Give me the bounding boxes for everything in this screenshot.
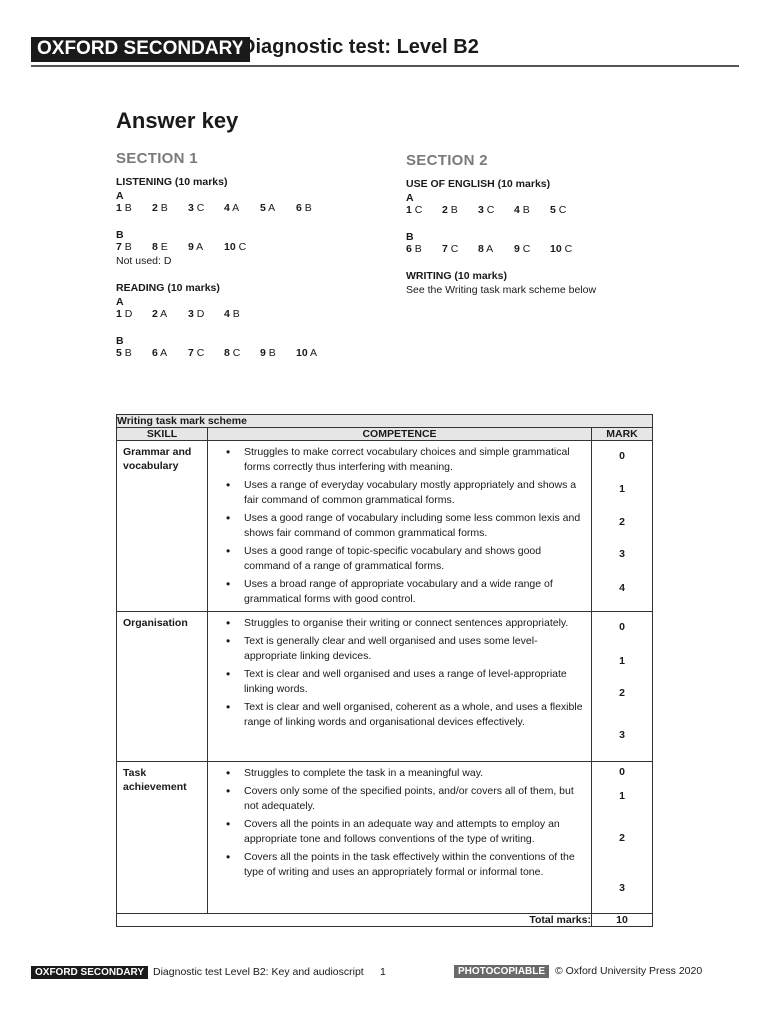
marks-cell [592, 612, 653, 762]
reading-label: READING (10 marks) [116, 282, 220, 294]
brand-logo: OXFORD SECONDARY [31, 37, 250, 62]
answer-number: 3 [188, 202, 194, 214]
footer-right [454, 965, 702, 977]
skill-name: Grammar and vocabulary [117, 441, 208, 612]
answer-letter: C [555, 204, 567, 216]
answer-letter: A [157, 347, 168, 359]
answer-number: 4 [224, 202, 230, 214]
answer-number: 8 [152, 241, 158, 253]
answer-letter: C [235, 241, 247, 253]
answer-item [260, 347, 296, 359]
answer-item [188, 241, 224, 253]
page-title: Answer key [116, 108, 239, 133]
writing-label: WRITING (10 marks) [406, 270, 507, 282]
answer-number: 2 [152, 202, 158, 214]
mark-value: 3 [619, 729, 625, 741]
answer-letter: A [229, 202, 240, 214]
answer-item [224, 308, 260, 320]
answer-number: 5 [116, 347, 122, 359]
answer-item [116, 308, 152, 320]
answer-letter: B [121, 347, 132, 359]
answer-item [224, 347, 260, 359]
list-item: • Covers all the points in an adequate way and attempts to employ an appropriate tone and follows conventions of the type of writing. [226, 817, 585, 847]
answer-item [514, 204, 550, 216]
list-item: • Text is generally clear and well organised and uses some level-appropriate linking devices. [226, 634, 585, 664]
answer-letter: C [229, 347, 241, 359]
answer-item [224, 241, 269, 253]
list-item: • Covers all the points in the task effectively within the conventions of the type of writing and uses an appropriately formal or informal tone. [226, 850, 585, 880]
total-value: 10 [592, 914, 653, 927]
skill-name: Organisation [117, 612, 208, 762]
answer-number: 8 [478, 243, 484, 255]
page-number: 1 [380, 966, 386, 978]
col-skill: SKILL [117, 428, 208, 441]
answer-item [478, 204, 514, 216]
col-mark: MARK [592, 428, 653, 441]
uoe-b-answers [406, 243, 706, 255]
answer-item [116, 241, 152, 253]
answer-item [116, 347, 152, 359]
answer-letter: E [157, 241, 168, 253]
col-competence: COMPETENCE [208, 428, 592, 441]
listening-b-answers [116, 241, 386, 253]
use-of-english-label: USE OF ENGLISH (10 marks) [406, 178, 551, 190]
reading-b-answers [116, 347, 386, 359]
mark-value: 0 [619, 621, 625, 633]
answer-letter: C [193, 202, 205, 214]
list-item: • Uses a broad range of appropriate vocabulary and a wide range of grammatical forms with good control. [226, 577, 585, 607]
section-2 [406, 152, 706, 296]
answer-number: 4 [224, 308, 230, 320]
answer-item [514, 243, 550, 255]
answer-letter: C [447, 243, 459, 255]
answer-item [442, 204, 478, 216]
uoe-a-answers [406, 204, 706, 216]
answer-number: 3 [188, 308, 194, 320]
answer-item [406, 204, 442, 216]
answer-item [116, 202, 152, 214]
competence-cell [208, 762, 592, 914]
mark-value: 1 [619, 790, 625, 802]
mark-value: 1 [619, 655, 625, 667]
answer-item [478, 243, 514, 255]
answer-number: 5 [550, 204, 556, 216]
reading-a-label: A [116, 296, 124, 308]
list-item: • Struggles to make correct vocabulary choices and simple grammatical forms correctly thus interfering with meaning. [226, 445, 585, 475]
answer-letter: B [301, 202, 312, 214]
mark-value: 2 [619, 687, 625, 699]
answer-letter: B [121, 241, 132, 253]
answer-letter: A [265, 202, 276, 214]
answer-number: 5 [260, 202, 266, 214]
list-item: • Uses a range of everyday vocabulary mostly appropriately and shows a fair command of common grammatical forms. [226, 478, 585, 508]
photocopiable-badge: PHOTOCOPIABLE [454, 965, 549, 978]
answer-number: 6 [296, 202, 302, 214]
answer-item [152, 308, 188, 320]
list-item: • Struggles to organise their writing or connect sentences appropriately. [226, 616, 585, 631]
mark-value: 4 [619, 582, 625, 594]
header-rule [31, 65, 739, 67]
answer-letter: B [121, 202, 132, 214]
answer-item [152, 202, 188, 214]
reading-b-label: B [116, 335, 124, 347]
answer-number: 7 [442, 243, 448, 255]
section-1-heading: SECTION 1 [116, 150, 198, 167]
answer-item [188, 202, 224, 214]
section-2-heading: SECTION 2 [406, 152, 488, 169]
total-row [117, 914, 653, 927]
answer-number: 1 [116, 308, 122, 320]
answer-number: 2 [442, 204, 448, 216]
answer-number: 7 [116, 241, 122, 253]
answer-item [550, 204, 586, 216]
list-item: • Covers only some of the specified points, and/or covers all of them, but not adequately. [226, 784, 585, 814]
answer-number: 9 [260, 347, 266, 359]
table-row [117, 441, 653, 612]
answer-number: 8 [224, 347, 230, 359]
answer-item [296, 347, 341, 359]
answer-number: 9 [514, 243, 520, 255]
answer-letter: C [193, 347, 205, 359]
answer-letter: A [157, 308, 168, 320]
list-item: • Struggles to complete the task in a meaningful way. [226, 766, 585, 781]
listening-b-label: B [116, 229, 124, 241]
competence-cell [208, 441, 592, 612]
answer-item [260, 202, 296, 214]
marks-cell [592, 762, 653, 914]
list-item: • Uses a good range of topic-specific vocabulary and shows good command of a range of grammatical forms. [226, 544, 585, 574]
mark-value: 3 [619, 882, 625, 894]
answer-letter: B [157, 202, 168, 214]
answer-item [152, 241, 188, 253]
skill-name: Task achievement [117, 762, 208, 914]
answer-number: 6 [406, 243, 412, 255]
marks-cell [592, 441, 653, 612]
answer-letter: B [519, 204, 530, 216]
answer-letter: D [121, 308, 133, 320]
listening-a-answers [116, 202, 386, 214]
answer-letter: B [265, 347, 276, 359]
answer-letter: B [229, 308, 240, 320]
answer-item [188, 347, 224, 359]
answer-letter: B [411, 243, 422, 255]
answer-number: 1 [116, 202, 122, 214]
answer-item [188, 308, 224, 320]
answer-item [296, 202, 332, 214]
scheme-caption: Writing task mark scheme [117, 415, 653, 428]
list-item: • Uses a good range of vocabulary including some less common lexis and shows fair command of common grammatical forms. [226, 511, 585, 541]
listening-a-label: A [116, 190, 124, 202]
total-label: Total marks: [117, 914, 592, 927]
mark-value: 3 [619, 548, 625, 560]
answer-item [406, 243, 442, 255]
writing-mark-scheme-table [116, 414, 653, 927]
answer-letter: C [411, 204, 423, 216]
answer-number: 4 [514, 204, 520, 216]
uoe-a-label: A [406, 192, 414, 204]
answer-number: 10 [296, 347, 308, 359]
answer-number: 1 [406, 204, 412, 216]
uoe-b-label: B [406, 231, 414, 243]
answer-number: 10 [550, 243, 562, 255]
answer-number: 9 [188, 241, 194, 253]
answer-letter: A [193, 241, 204, 253]
list-item: • Text is clear and well organised, coherent as a whole, and uses a flexible range of linking words and organisational devices effectively. [226, 700, 585, 730]
reading-a-answers [116, 308, 386, 320]
answer-letter: C [519, 243, 531, 255]
mark-value: 0 [619, 766, 625, 778]
answer-letter: A [483, 243, 494, 255]
answer-letter: A [307, 347, 318, 359]
answer-number: 7 [188, 347, 194, 359]
answer-letter: D [193, 308, 205, 320]
header-title: Diagnostic test: Level B2 [241, 36, 479, 58]
table-row [117, 762, 653, 914]
answer-letter: B [447, 204, 458, 216]
answer-number: 10 [224, 241, 236, 253]
answer-item [550, 243, 595, 255]
writing-note: See the Writing task mark scheme below [406, 284, 597, 296]
answer-number: 6 [152, 347, 158, 359]
competence-cell [208, 612, 592, 762]
answer-item [224, 202, 260, 214]
table-row [117, 612, 653, 762]
copyright: © Oxford University Press 2020 [554, 965, 703, 977]
mark-value: 2 [619, 832, 625, 844]
answer-item [152, 347, 188, 359]
mark-value: 0 [619, 450, 625, 462]
footer [31, 966, 364, 978]
list-item: • Text is clear and well organised and uses a range of level-appropriate linking words. [226, 667, 585, 697]
answer-item [442, 243, 478, 255]
footer-text: Diagnostic test Level B2: Key and audioscript [153, 966, 364, 978]
listening-label: LISTENING (10 marks) [116, 176, 228, 188]
mark-value: 1 [619, 483, 625, 495]
not-used-note: Not used: D [116, 255, 172, 267]
answer-letter: C [483, 204, 495, 216]
footer-brand: OXFORD SECONDARY [31, 966, 148, 979]
section-1 [116, 150, 386, 359]
answer-number: 3 [478, 204, 484, 216]
answer-number: 2 [152, 308, 158, 320]
mark-value: 2 [619, 516, 625, 528]
answer-letter: C [561, 243, 573, 255]
